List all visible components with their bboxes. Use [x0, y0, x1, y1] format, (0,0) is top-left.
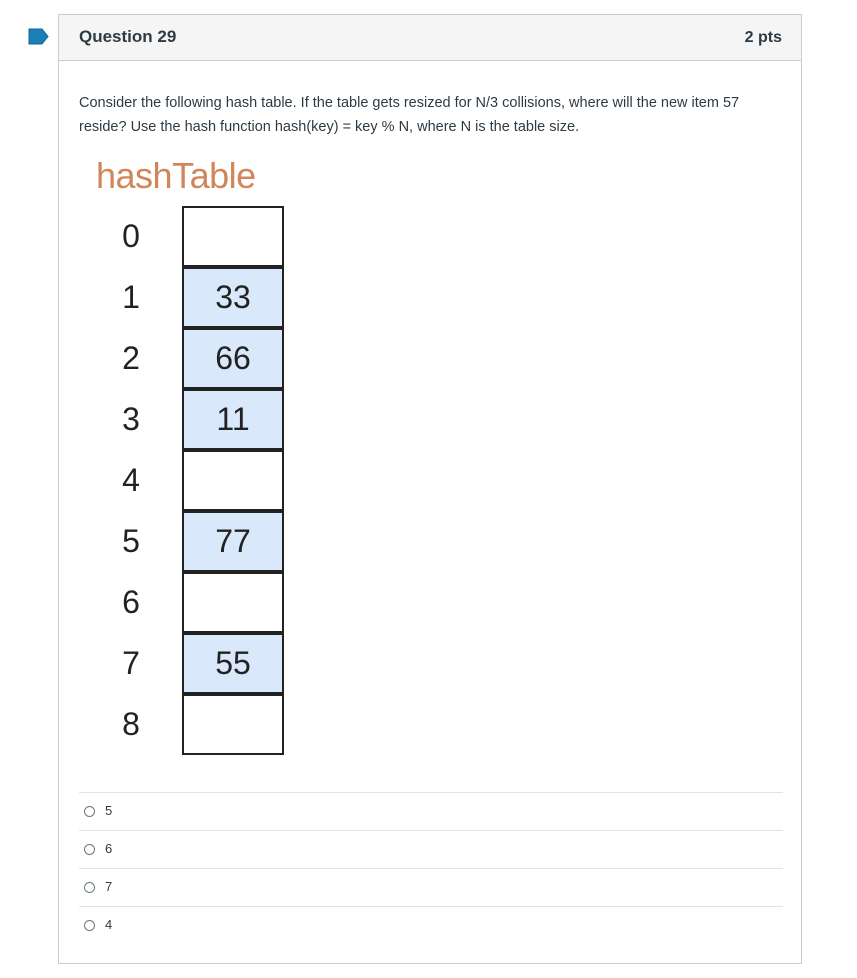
question-text: Consider the following hash table. If the table gets resized for N/3 collisions, where will the new item 57 reside? Use the hash function hash(key) = key % N, where N is the table size. [79, 95, 740, 135]
radio-button[interactable] [84, 920, 95, 931]
hash-table-title: hashTable [96, 155, 256, 196]
answer-option-2[interactable] [79, 830, 783, 868]
answer-label[interactable]: 7 [105, 879, 113, 894]
hash-table-cell: 55 [182, 633, 284, 694]
question-title: Question 29 [79, 27, 177, 46]
answer-list [79, 792, 783, 944]
radio-button[interactable] [84, 844, 95, 855]
answer-option-4[interactable] [79, 906, 783, 944]
hash-table-cell [182, 206, 284, 267]
hash-table-index: 2 [122, 340, 140, 376]
hash-table-index: 7 [122, 645, 140, 681]
hash-table-cell [182, 572, 284, 633]
hash-table-cell [182, 694, 284, 755]
answer-label[interactable]: 5 [105, 803, 113, 818]
hash-table-index: 8 [122, 706, 140, 742]
hash-table-cell: 66 [182, 328, 284, 389]
question-header [59, 15, 801, 61]
answer-option-3[interactable] [79, 868, 783, 906]
hash-table-index: 5 [122, 523, 140, 559]
hash-table-index: 6 [122, 584, 140, 620]
hash-table-cell: 11 [182, 389, 284, 450]
answer-label[interactable]: 4 [105, 917, 113, 932]
question-points: 2 pts [744, 29, 782, 46]
answer-label[interactable]: 6 [105, 841, 113, 856]
hash-table-index: 3 [122, 401, 140, 437]
question-card [58, 14, 802, 964]
bookmark-flag-icon[interactable] [28, 28, 49, 45]
hash-table-index: 0 [122, 218, 140, 254]
answer-option-1[interactable] [79, 792, 783, 830]
radio-button[interactable] [84, 806, 95, 817]
hash-table-cell [182, 450, 284, 511]
radio-button[interactable] [84, 882, 95, 893]
hash-table-cell: 77 [182, 511, 284, 572]
hash-table-index: 4 [122, 462, 140, 498]
hash-table-index: 1 [122, 279, 140, 315]
hash-table-cell: 33 [182, 267, 284, 328]
